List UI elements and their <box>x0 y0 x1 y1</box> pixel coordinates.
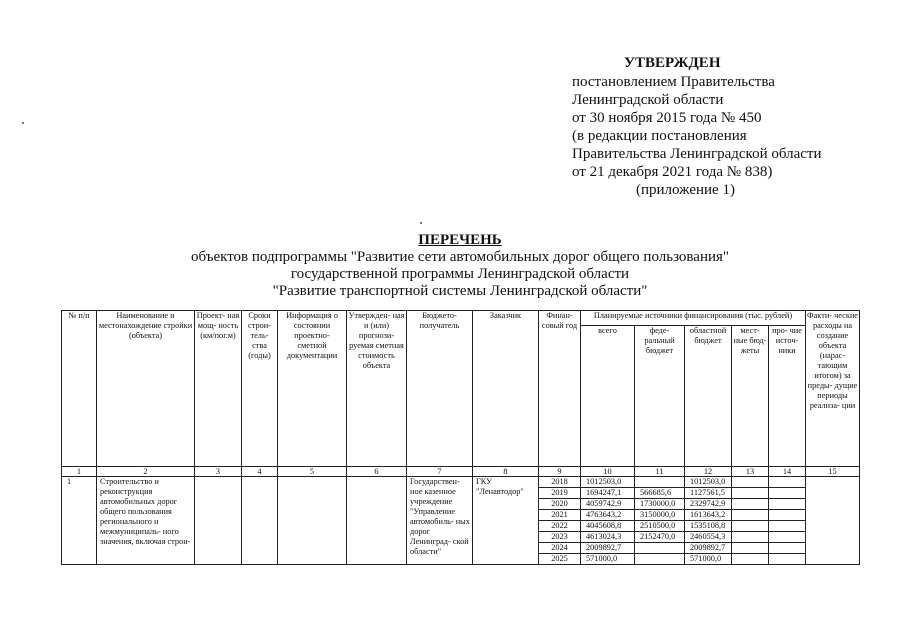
regional-cell: 2009892,7 <box>685 543 732 554</box>
other-cell <box>769 499 806 510</box>
header-other: про- чие источ- ники <box>769 326 806 467</box>
header-cost: Утвержден- ная и (или) прогнози- руемая сметная стоимость объекта <box>347 311 407 467</box>
regional-cell: 571000,0 <box>685 554 732 565</box>
total-cell: 4059742,9 <box>581 499 635 510</box>
year-cell: 2018 <box>539 477 581 488</box>
header-customer: Заказчик <box>473 311 539 467</box>
other-cell <box>769 543 806 554</box>
header-recipient: Бюджето- получатель <box>407 311 473 467</box>
local-cell <box>732 488 769 499</box>
year-cell: 2019 <box>539 488 581 499</box>
total-cell: 4613024,3 <box>581 532 635 543</box>
regional-cell: 1535108,8 <box>685 521 732 532</box>
approval-line: от 21 декабря 2021 года № 838) <box>572 164 773 180</box>
other-cell <box>769 532 806 543</box>
customer-cell: ГКУ "Ленавтодор" <box>473 477 539 565</box>
title-line: "Развитие транспортной системы Ленинградской области" <box>272 283 648 299</box>
other-cell <box>769 510 806 521</box>
other-cell <box>769 554 806 565</box>
local-cell <box>732 554 769 565</box>
header-name: Наименование и местонахождение стройки (объекта) <box>97 311 195 467</box>
federal-cell: 566685,6 <box>635 488 685 499</box>
approval-line: Правительства Ленинградской области <box>572 146 822 162</box>
column-numbers-row <box>62 467 860 477</box>
federal-cell <box>635 477 685 488</box>
column-number: 6 <box>347 467 407 477</box>
header-local: мест- ные бюд- жеты <box>732 326 769 467</box>
other-cell <box>769 477 806 488</box>
total-cell: 4763643,2 <box>581 510 635 521</box>
approval-line: (в редакции постановления <box>572 128 747 144</box>
other-cell <box>769 521 806 532</box>
total-cell: 4045608,8 <box>581 521 635 532</box>
terms-cell <box>242 477 278 565</box>
header-num: № п/п <box>62 311 97 467</box>
local-cell <box>732 532 769 543</box>
column-number: 13 <box>732 467 769 477</box>
column-number: 4 <box>242 467 278 477</box>
object-name: Строительство и реконструкция автомобильных дорог общего пользования регионального и межмуниципаль- ного значения, включая строи- <box>97 477 195 565</box>
scan-speck <box>420 222 422 224</box>
local-cell <box>732 521 769 532</box>
column-number: 7 <box>407 467 473 477</box>
regional-cell: 1127561,5 <box>685 488 732 499</box>
total-cell: 1012503,0 <box>581 477 635 488</box>
approval-line: постановлением Правительства <box>572 74 775 90</box>
column-number: 10 <box>581 467 635 477</box>
year-cell: 2025 <box>539 554 581 565</box>
objects-table <box>61 310 860 565</box>
other-cell <box>769 488 806 499</box>
local-cell <box>732 477 769 488</box>
capacity-cell <box>195 477 242 565</box>
header-funding: Планируемые источники финансирования (тыс. рублей) <box>581 311 806 326</box>
total-cell: 1694247,1 <box>581 488 635 499</box>
row-number: 1 <box>62 477 97 565</box>
column-number: 1 <box>62 467 97 477</box>
table-row <box>62 477 860 488</box>
header-capacity: Проект- ная мощ- ность (км/пог.м) <box>195 311 242 467</box>
column-number: 15 <box>806 467 860 477</box>
title-line: объектов подпрограммы "Развитие сети автомобильных дорог общего пользования" <box>190 249 730 265</box>
federal-cell: 3150000,0 <box>635 510 685 521</box>
approval-block <box>572 54 872 199</box>
column-number: 2 <box>97 467 195 477</box>
column-number: 9 <box>539 467 581 477</box>
header-terms: Сроки строи- тель- ства (годы) <box>242 311 278 467</box>
total-cell: 571000,0 <box>581 554 635 565</box>
cost-cell <box>347 477 407 565</box>
year-cell: 2022 <box>539 521 581 532</box>
header-federal: феде- ральный бюджет <box>635 326 685 467</box>
year-cell: 2021 <box>539 510 581 521</box>
federal-cell <box>635 554 685 565</box>
regional-cell: 1012503,0 <box>685 477 732 488</box>
regional-cell: 2460554,3 <box>685 532 732 543</box>
header-year: Финан- совый год <box>539 311 581 467</box>
year-cell: 2024 <box>539 543 581 554</box>
header-actual: Факти- ческие расходы на создание объекта (нарас- тающим итогом) за преды- дущие периоды реализа- ции <box>806 311 860 467</box>
approval-heading: УТВЕРЖДЕН <box>624 55 721 71</box>
header-total: всего <box>581 326 635 467</box>
actual-cell <box>806 477 860 565</box>
total-cell: 2009892,7 <box>581 543 635 554</box>
recipient-cell: Государствен- ное казенное учреждение "Управление автомобиль- ных дорог Ленинград- ской области" <box>407 477 473 565</box>
year-cell: 2023 <box>539 532 581 543</box>
header-regional: областной бюджет <box>685 326 732 467</box>
column-number: 12 <box>685 467 732 477</box>
scan-speck <box>22 122 24 124</box>
document-title <box>150 232 770 300</box>
regional-cell: 1613643,2 <box>685 510 732 521</box>
column-number: 3 <box>195 467 242 477</box>
approval-line: от 30 ноября 2015 года № 450 <box>572 110 762 126</box>
federal-cell: 2152470,0 <box>635 532 685 543</box>
approval-line: Ленинградской области <box>572 92 724 108</box>
federal-cell: 2510500,0 <box>635 521 685 532</box>
title-line: государственной программы Ленинградской области <box>290 266 630 282</box>
header-docs: Информация о состоянии проектно- сметной документации <box>278 311 347 467</box>
docs-cell <box>278 477 347 565</box>
local-cell <box>732 543 769 554</box>
column-number: 14 <box>769 467 806 477</box>
federal-cell <box>635 543 685 554</box>
local-cell <box>732 499 769 510</box>
column-number: 5 <box>278 467 347 477</box>
year-cell: 2020 <box>539 499 581 510</box>
local-cell <box>732 510 769 521</box>
column-number: 11 <box>635 467 685 477</box>
approval-appendix: (приложение 1) <box>636 182 735 198</box>
regional-cell: 2329742,9 <box>685 499 732 510</box>
federal-cell: 1730000,0 <box>635 499 685 510</box>
title-main: ПЕРЕЧЕНЬ <box>418 232 502 248</box>
column-number: 8 <box>473 467 539 477</box>
